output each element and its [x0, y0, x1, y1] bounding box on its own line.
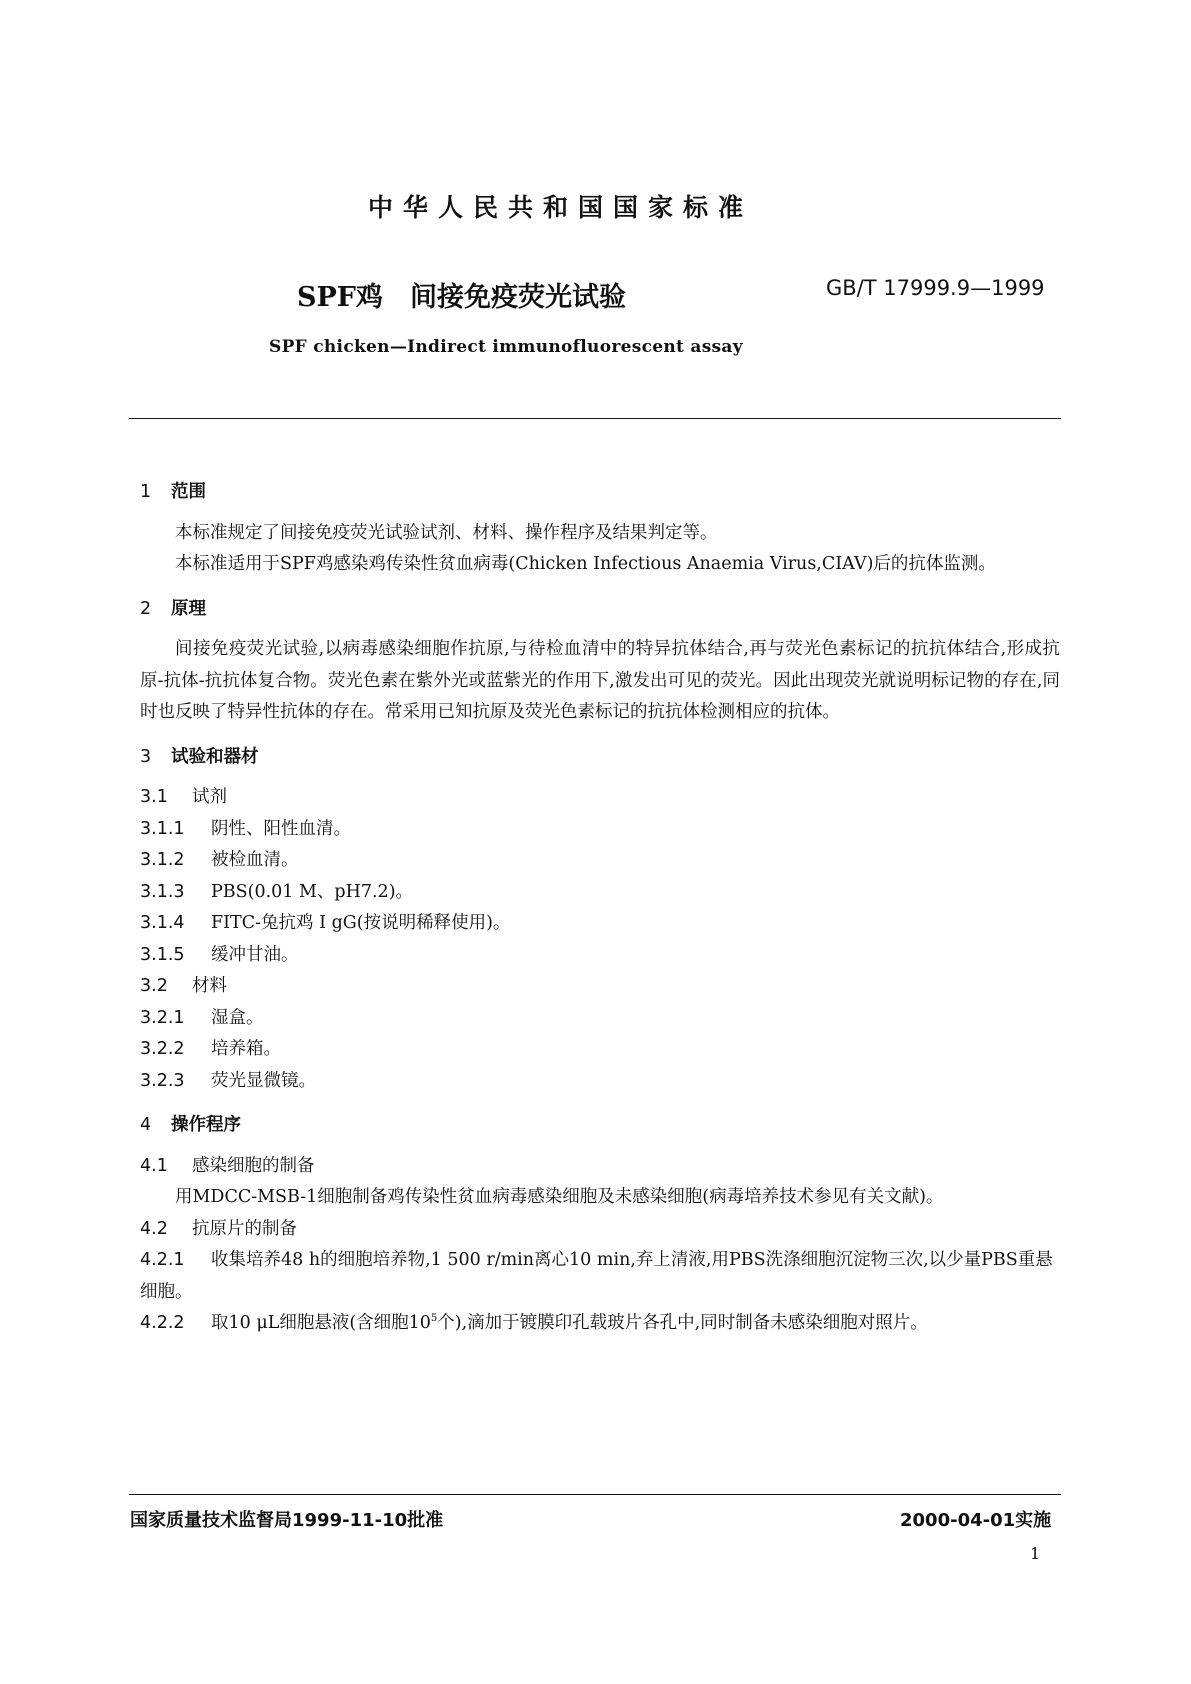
list-item	[140, 877, 1060, 909]
list-item	[140, 940, 1060, 972]
item-number: 4.1	[140, 1155, 168, 1176]
list-item	[140, 908, 1060, 940]
item-number: 3.1.4	[140, 913, 185, 933]
national-standard-heading: 中华人民共和国国家标准	[367, 193, 753, 222]
item-number: 3.2.3	[140, 1070, 185, 1091]
item-number: 3.1.2	[140, 850, 185, 870]
section-heading	[140, 594, 1060, 626]
list-item	[140, 782, 1060, 814]
list-item	[140, 971, 1060, 1003]
item-text: 培养箱。	[211, 1039, 281, 1059]
header-divider	[129, 418, 1061, 419]
section-title: 操作程序	[171, 1115, 241, 1135]
list-item	[140, 814, 1060, 846]
standard-code: GB/T 17999.9—1999	[826, 276, 1045, 300]
english-title: SPF chicken—Indirect immunofluorescent assay	[269, 337, 743, 357]
paragraph: 用MDCC-MSB-1细胞制备鸡传染性贫血病毒感染细胞及未感染细胞(病毒培养技术参见有关文献)。	[175, 1187, 944, 1207]
list-item	[140, 1214, 1060, 1246]
list-item	[140, 1245, 1060, 1308]
page-number: 1	[1030, 1544, 1041, 1563]
section-number: 4	[140, 1115, 152, 1135]
section-heading	[140, 742, 1060, 774]
item-number: 4.2.2	[140, 1313, 185, 1333]
approval-line: 国家质量技术监督局1999-11-10批准	[130, 1510, 444, 1531]
list-item	[140, 845, 1060, 877]
section-title: 原理	[171, 598, 206, 619]
document-title: SPF鸡 间接免疫荧光试验	[297, 282, 626, 313]
item-text: FITC-兔抗鸡 I gG(按说明稀释使用)。	[211, 913, 511, 933]
item-number: 3.2	[140, 976, 168, 996]
item-number: 3.1.3	[140, 881, 185, 902]
item-number: 3.1.5	[140, 944, 185, 965]
item-text: 缓冲甘油。	[211, 944, 299, 965]
section-title: 试验和器材	[171, 746, 259, 767]
paragraph: 间接免疫荧光试验,以病毒感染细胞作抗原,与待检血清中的特异抗体结合,再与荧光色素标记的抗抗体结合,形成抗原-抗体-抗抗体复合物。荧光色素在紫外光或蓝紫光的作用下,激发出可见的荧光。因此出现荧光就说明标记物的存在,同时也反映了特异性抗体的存在。常采用已知抗原及荧光色素标记的抗抗体检测相应的抗体。	[140, 639, 1060, 722]
item-text: 取10 μL细胞悬液(含细胞10	[211, 1313, 431, 1333]
section-heading	[140, 1110, 1060, 1142]
item-text: 试剂	[192, 787, 227, 807]
item-number: 4.2	[140, 1218, 168, 1239]
item-number: 3.2.1	[140, 1007, 185, 1028]
section-number: 2	[140, 598, 152, 619]
item-text: 材料	[192, 976, 227, 996]
item-text: 收集培养48 h的细胞培养物,1 500 r/min离心10 min,弃上清液,用PBS洗涤细胞沉淀物三次,以少量PBS重悬细胞。	[140, 1250, 1053, 1302]
superscript: 5	[430, 1313, 438, 1325]
list-item	[140, 1003, 1060, 1035]
section-heading	[140, 477, 1060, 509]
list-item	[140, 1151, 1060, 1183]
effective-date: 2000-04-01实施	[900, 1510, 1052, 1531]
section-number: 3	[140, 746, 152, 767]
item-text: 阴性、阳性血清。	[211, 818, 351, 839]
section-number: 1	[140, 482, 152, 502]
item-text: 被检血清。	[211, 850, 299, 870]
item-text: 湿盒。	[211, 1007, 264, 1028]
item-number: 4.2.1	[140, 1250, 185, 1270]
item-text: 个),滴加于镀膜印孔载玻片各孔中,同时制备未感染细胞对照片。	[437, 1313, 928, 1333]
item-number: 3.1.1	[140, 818, 185, 839]
document-body	[140, 470, 1060, 1340]
item-text: PBS(0.01 M、pH7.2)。	[211, 881, 414, 902]
section-title: 范围	[171, 482, 206, 502]
item-number: 3.1	[140, 787, 168, 807]
paragraph: 本标准适用于SPF鸡感染鸡传染性贫血病毒(Chicken Infectious Anaemia Virus,CIAV)后的抗体监测。	[175, 554, 996, 574]
footer-divider	[129, 1494, 1061, 1495]
list-item	[140, 1066, 1060, 1098]
item-text: 感染细胞的制备	[192, 1155, 315, 1176]
item-text: 荧光显微镜。	[211, 1070, 316, 1091]
item-number: 3.2.2	[140, 1039, 185, 1059]
list-item	[140, 1308, 1060, 1340]
paragraph: 本标准规定了间接免疫荧光试验试剂、材料、操作程序及结果判定等。	[175, 522, 718, 543]
list-item	[140, 1034, 1060, 1066]
item-text: 抗原片的制备	[192, 1218, 297, 1239]
